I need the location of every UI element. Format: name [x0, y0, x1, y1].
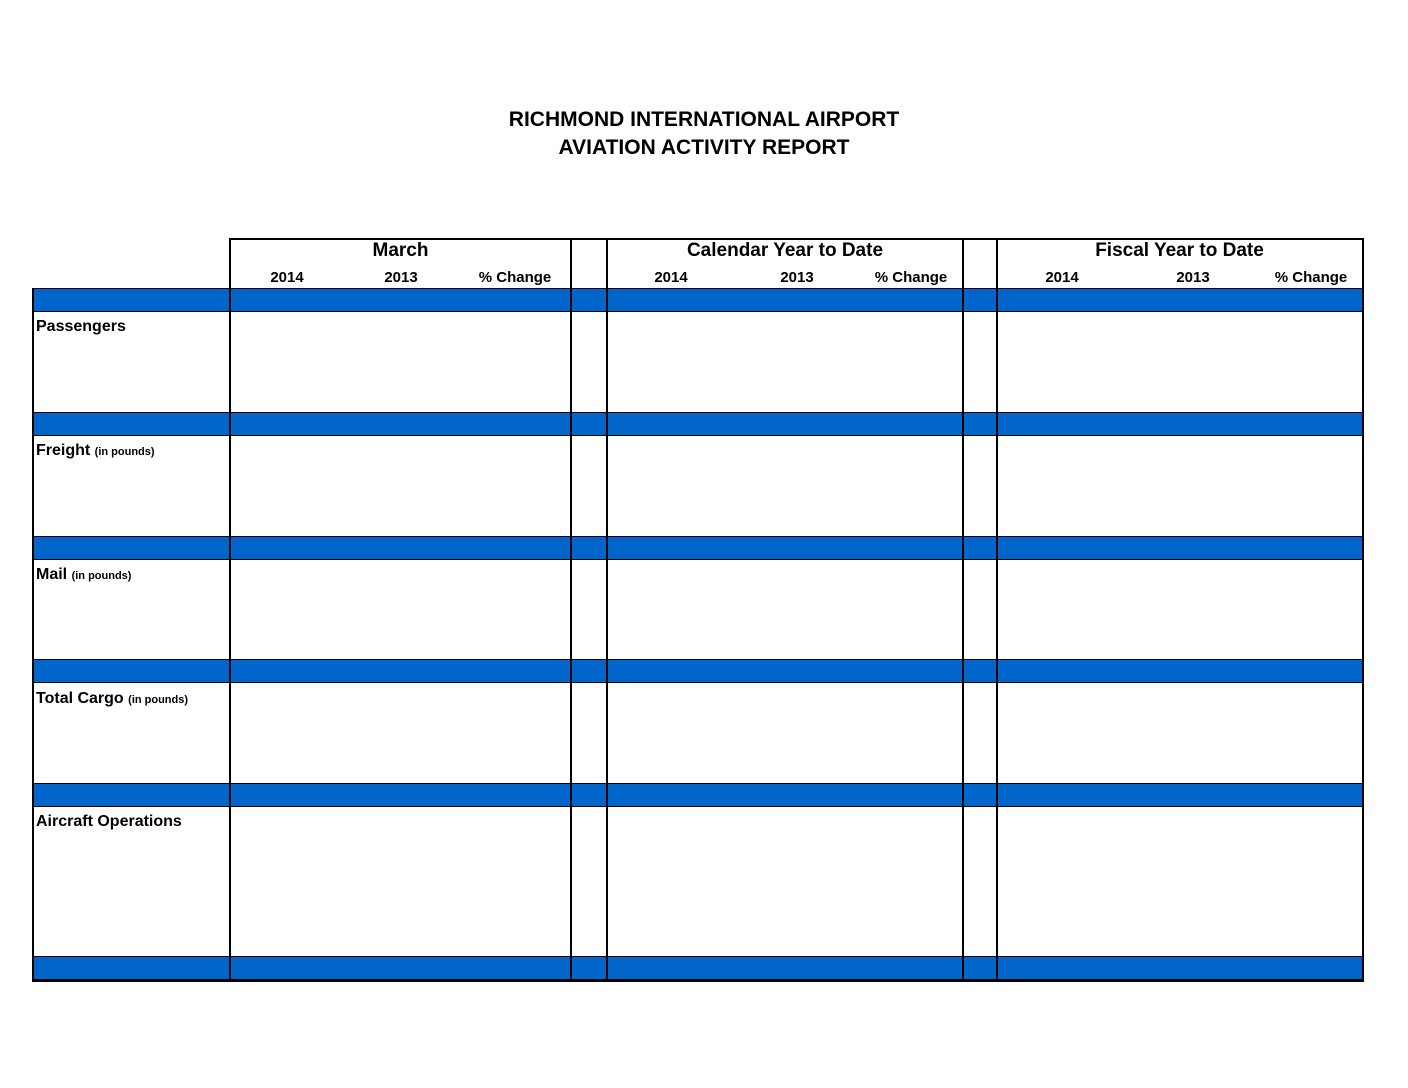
blue-separator-bar [33, 659, 230, 683]
section-name: Total Cargo [36, 690, 124, 707]
section-unit: (in pounds) [128, 694, 189, 706]
table-border-left [32, 288, 34, 982]
column-header: 2014 [1045, 269, 1079, 286]
blue-separator-bar [997, 659, 1362, 683]
blue-separator-bar [33, 783, 230, 807]
blue-separator-bar [607, 412, 963, 436]
column-divider [570, 238, 572, 982]
section-title [36, 812, 182, 832]
group-header: Calendar Year to Date [686, 240, 884, 261]
blue-separator-bar [571, 659, 607, 683]
blue-separator-bar [607, 783, 963, 807]
blue-separator-bar [33, 536, 230, 560]
blue-separator-bar [607, 288, 963, 312]
blue-separator-bar [963, 783, 997, 807]
blue-separator-bar [230, 783, 571, 807]
report-title: RICHMOND INTERNATIONAL AIRPORT [508, 108, 900, 131]
blue-separator-bar [963, 536, 997, 560]
blue-separator-bar [963, 288, 997, 312]
column-header: 2014 [654, 269, 688, 286]
blue-separator-bar [607, 659, 963, 683]
column-header: % Change [1274, 269, 1348, 286]
report-subtitle: AVIATION ACTIVITY REPORT [558, 136, 850, 159]
blue-separator-bar [33, 412, 230, 436]
section-name: Mail [36, 566, 68, 583]
blue-separator-bar [963, 956, 997, 980]
blue-separator-bar [230, 659, 571, 683]
column-divider [996, 238, 998, 982]
group-header: March [372, 240, 429, 261]
section-name: Passengers [36, 318, 126, 335]
column-header: 2013 [384, 269, 418, 286]
section-title [36, 689, 188, 710]
blue-separator-bar [230, 412, 571, 436]
table-border-bottom [33, 980, 1363, 982]
blue-separator-bar [607, 956, 963, 980]
section-name: Aircraft Operations [36, 813, 182, 830]
section-name: Freight [36, 442, 91, 459]
blue-separator-bar [997, 783, 1362, 807]
blue-separator-bar [997, 536, 1362, 560]
column-divider [229, 238, 231, 982]
blue-separator-bar [997, 412, 1362, 436]
section-unit: (in pounds) [71, 570, 132, 582]
column-divider [962, 238, 964, 982]
blue-separator-bar [997, 288, 1362, 312]
section-title [36, 317, 126, 337]
column-divider [1362, 238, 1364, 982]
column-header: 2013 [1176, 269, 1210, 286]
blue-separator-bar [571, 956, 607, 980]
column-divider [606, 238, 608, 982]
column-header: 2013 [780, 269, 814, 286]
table-border-top [229, 238, 1363, 240]
column-header: 2014 [270, 269, 304, 286]
blue-separator-bar [33, 288, 230, 312]
blue-separator-bar [571, 288, 607, 312]
blue-separator-bar [963, 659, 997, 683]
section-unit: (in pounds) [94, 446, 155, 458]
blue-separator-bar [571, 412, 607, 436]
blue-separator-bar [33, 956, 230, 980]
blue-separator-bar [607, 536, 963, 560]
column-header: % Change [478, 269, 552, 286]
blue-separator-bar [571, 783, 607, 807]
section-title [36, 565, 131, 586]
section-title [36, 441, 155, 462]
blue-separator-bar [230, 536, 571, 560]
column-header: % Change [874, 269, 948, 286]
blue-separator-bar [230, 288, 571, 312]
group-header: Fiscal Year to Date [1095, 240, 1264, 261]
blue-separator-bar [963, 412, 997, 436]
blue-separator-bar [571, 536, 607, 560]
blue-separator-bar [230, 956, 571, 980]
blue-separator-bar [997, 956, 1362, 980]
